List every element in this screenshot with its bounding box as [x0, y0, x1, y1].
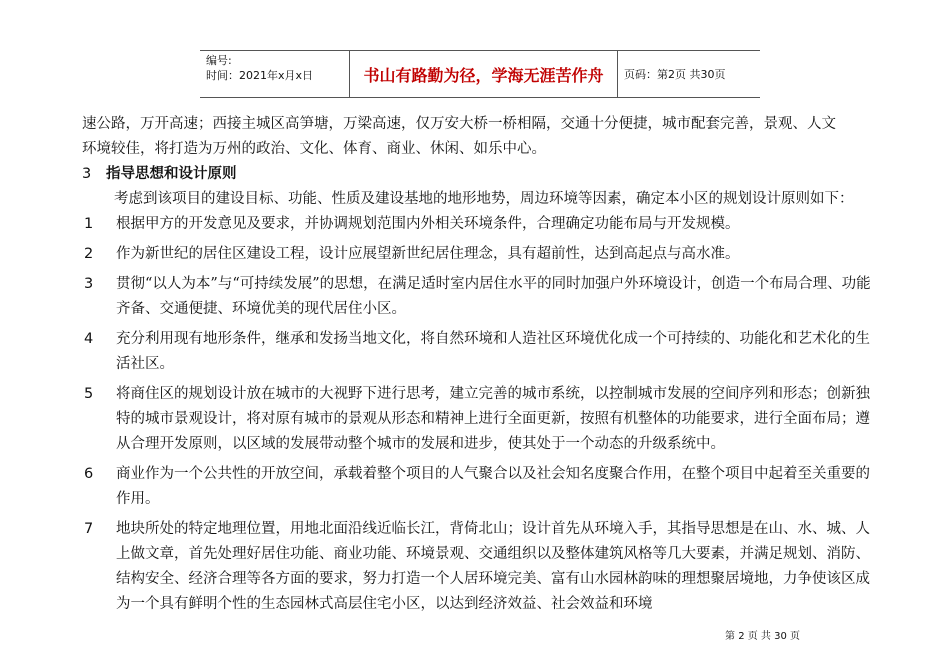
section-heading — [82, 162, 882, 187]
list-item — [82, 327, 882, 377]
number-label: 编号: — [206, 54, 232, 67]
list-item — [82, 517, 882, 617]
list-number: 3 — [84, 276, 94, 292]
list-text: 根据甲方的开发意见及要求，并协调规划范围内外相关环境条件，合理确定功能布局与开发规模。 — [116, 216, 740, 232]
document-body — [82, 112, 882, 622]
time-label: 时间：2021年x月x日 — [206, 69, 314, 82]
intro-line-2: 环境较佳，将打造为万州的政治、文化、体育、商业、休闲、如乐中心。 — [82, 141, 546, 157]
section-lead: 考虑到该项目的建设目标、功能、性质及建设基地的地形地势，周边环境等因素，确定本小区的规划设计原则如下： — [114, 191, 854, 207]
section-number: 3 — [82, 166, 92, 182]
list-text: 将商住区的规划设计放在城市的大视野下进行思考，建立完善的城市系统，以控制城市发展的空间序列和形态；创新独特的城市景观设计，将对原有城市的景观从形态和精神上进行全面更新，按照有机整体的功能要求，进行全面布局；遵从合理开发原则，以区域的发展带动整个城市的发展和进步，使其处于一个动态的升级系统中。 — [116, 386, 870, 452]
list-text: 商业作为一个公共性的开放空间，承载着整个项目的人气聚合以及社会知名度聚合作用，在整个项目中起着至关重要的作用。 — [116, 466, 870, 507]
page-footer: 第 2 页 共 30 页 — [725, 631, 800, 642]
header-motto: 书山有路勤为径，学海无涯苦作舟 — [350, 51, 618, 97]
list-number: 6 — [84, 466, 94, 482]
list-number: 1 — [84, 216, 94, 232]
list-item — [82, 242, 882, 267]
list-text: 贯彻“以人为本”与“可持续发展”的思想，在满足适时室内居住水平的同时加强户外环境设计，创造一个布局合理、功能齐备、交通便捷、环境优美的现代居住小区。 — [116, 276, 871, 317]
list-number: 7 — [84, 521, 94, 537]
list-item — [82, 382, 882, 457]
header-page-code: 页码：第2页 共30页 — [624, 68, 726, 81]
section-title: 指导思想和设计原则 — [106, 166, 237, 182]
list-item — [82, 272, 882, 322]
header-meta — [200, 51, 350, 97]
list-number: 5 — [84, 386, 94, 402]
list-text: 作为新世纪的居住区建设工程，设计应展望新世纪居住理念，具有超前性，达到高起点与高水准。 — [116, 246, 740, 262]
list-number: 4 — [84, 331, 94, 347]
list-text: 地块所处的特定地理位置，用地北面沿线近临长江，背倚北山；设计首先从环境入手，其指导思想是在山、水、城、人上做文章，首先处理好居住功能、商业功能、环境景观、交通组织以及整体建筑风格等几大要素，并满足规划、消防、结构安全、经济合理等各方面的要求，努力打造一个人居环境完美、富有山水园林韵味的理想聚居境地，力争使该区成为一个具有鲜明个性的生态园林式高层住宅小区，以达到经济效益、社会效益和环境 — [116, 521, 870, 612]
intro-line-1: 速公路，万开高速；西接主城区高笋塘，万梁高速，仅万安大桥一桥相隔，交通十分便捷，城市配套完善，景观、人文 — [82, 116, 836, 132]
list-item — [82, 212, 882, 237]
list-text: 充分利用现有地形条件，继承和发扬当地文化，将自然环境和人造社区环境优化成一个可持续的、功能化和艺术化的生活社区。 — [116, 331, 870, 372]
list-item — [82, 462, 882, 512]
list-number: 2 — [84, 246, 94, 262]
page-header — [200, 50, 760, 98]
